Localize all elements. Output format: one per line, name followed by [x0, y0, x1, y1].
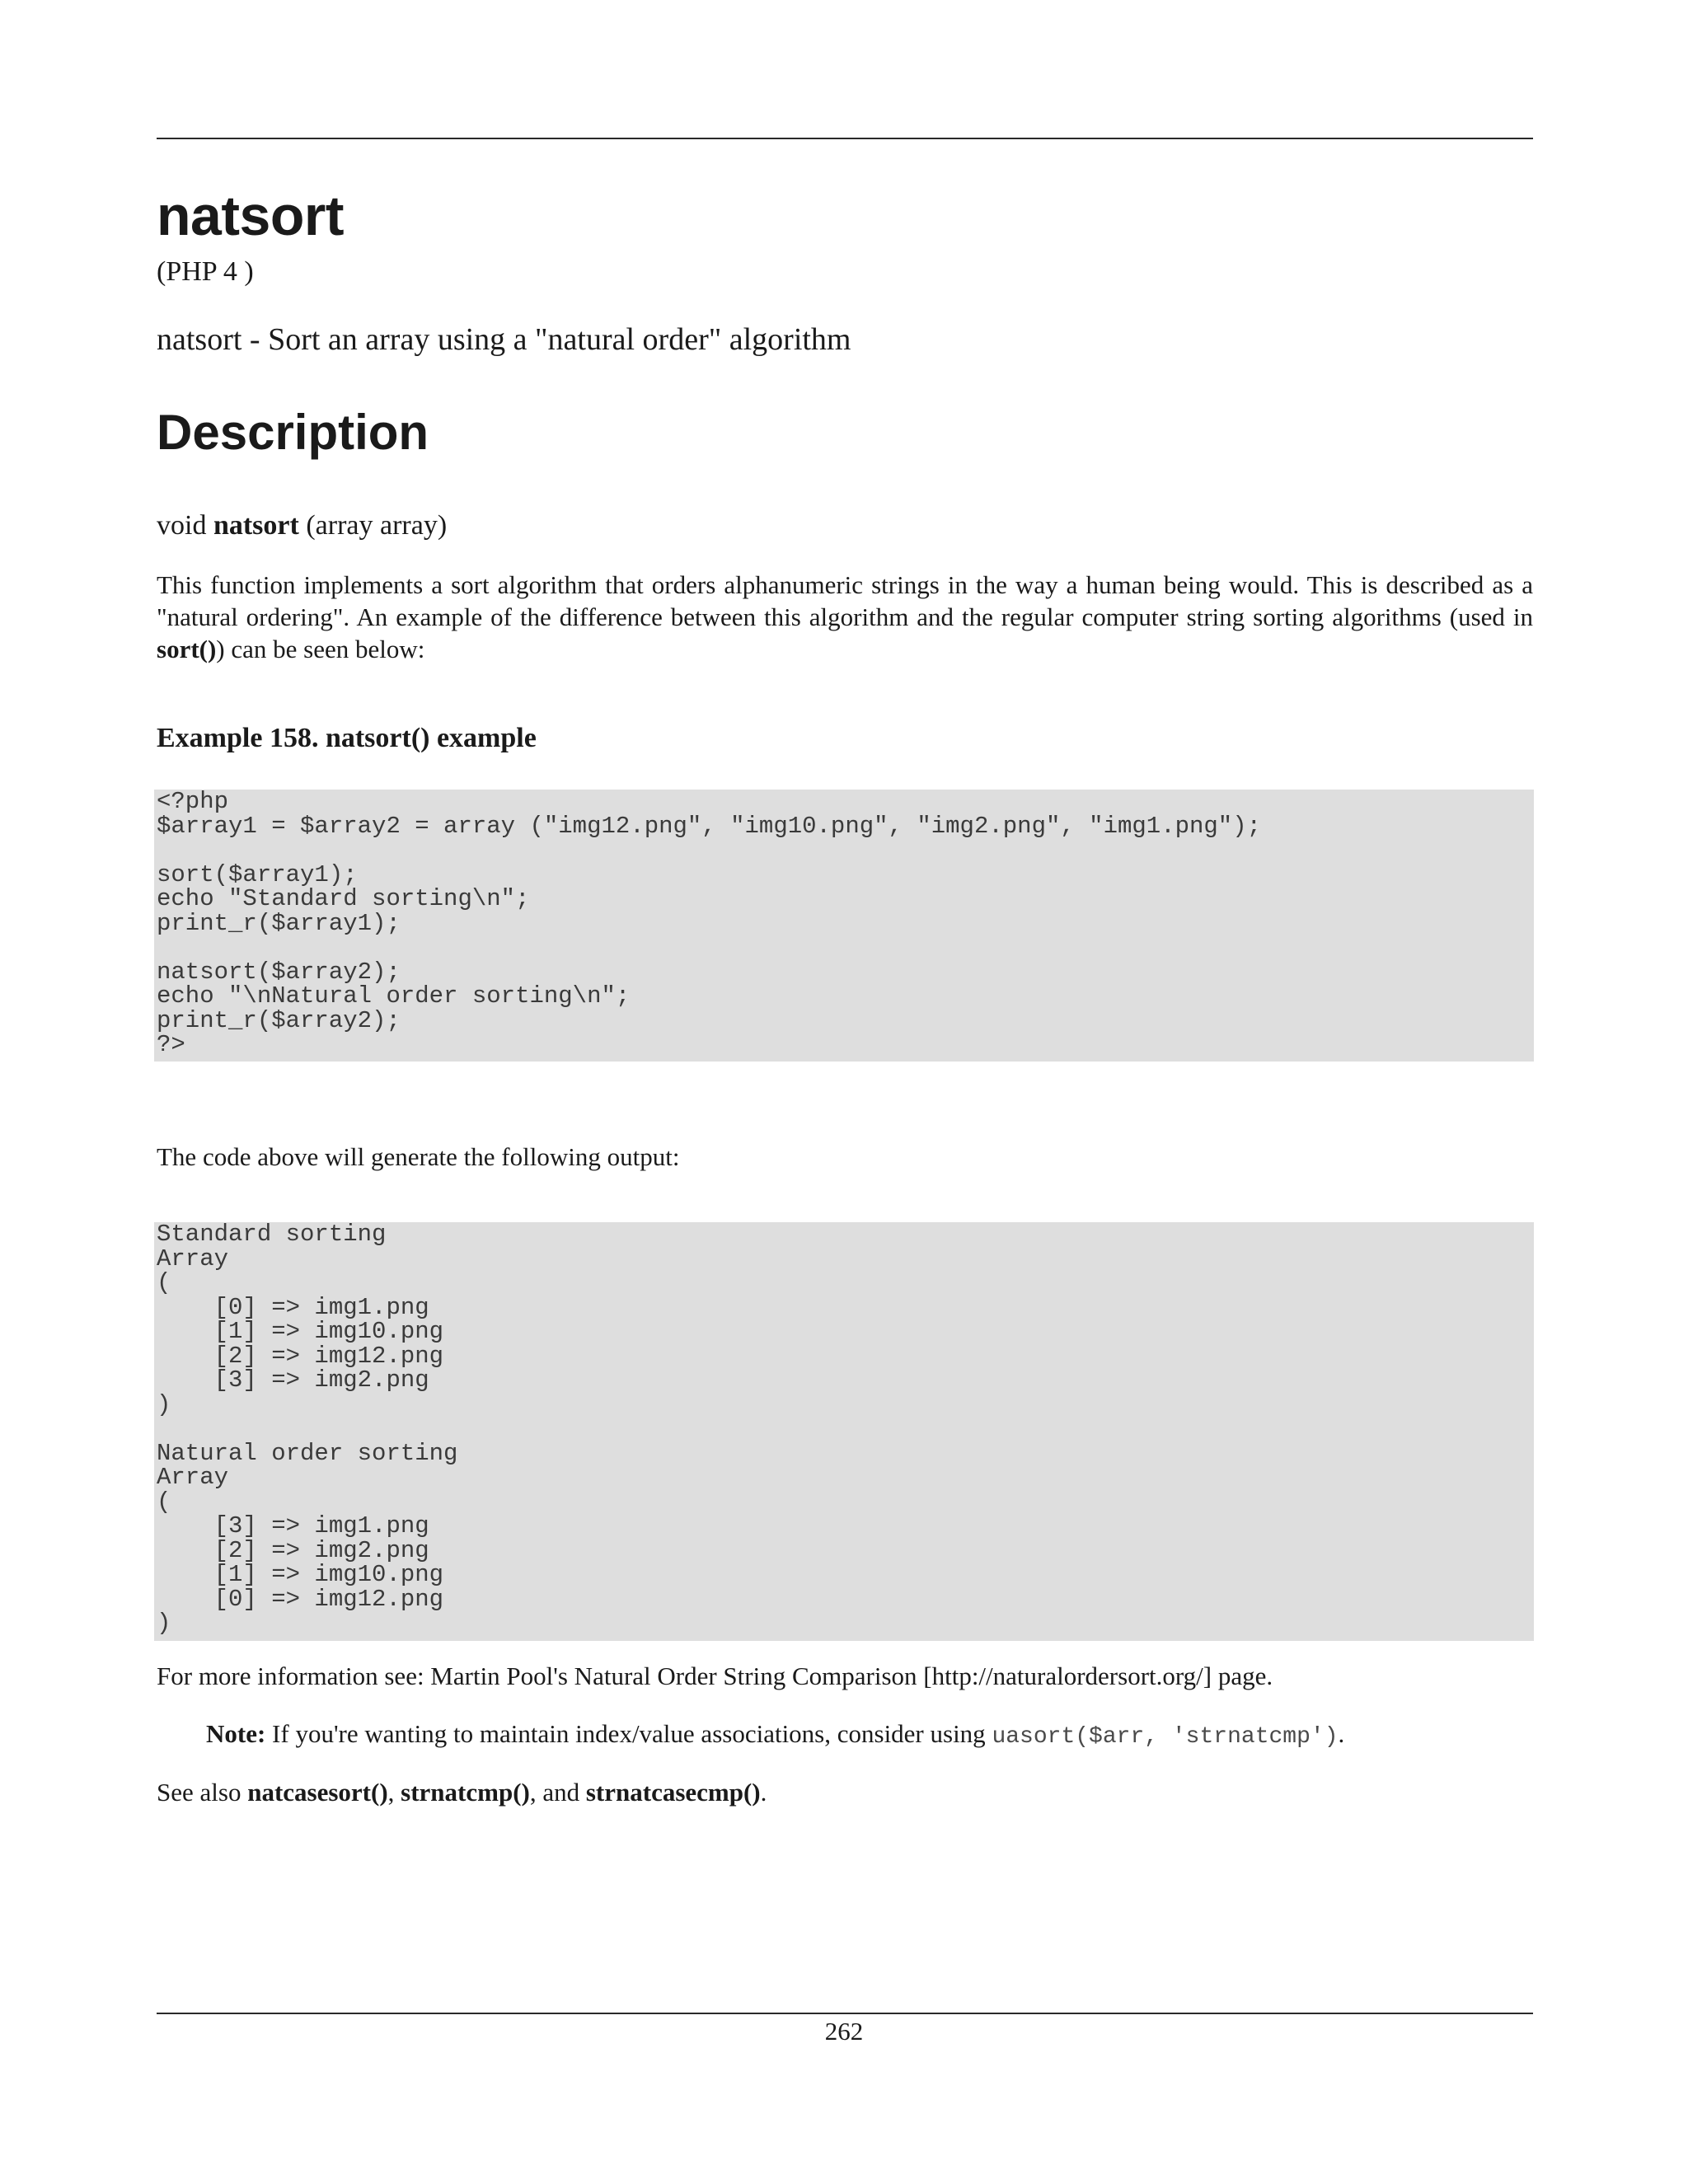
see-also-sep: , and — [529, 1778, 586, 1807]
more-info-text: For more information see: Martin Pool's Natural Order String Comparison [http://naturalordersort.org/] page. — [157, 1661, 1273, 1690]
sort-function-ref: sort() — [157, 635, 217, 663]
description-text-end: ) can be seen below: — [216, 635, 425, 663]
function-purpose: natsort - Sort an array using a "natural order" algorithm — [157, 322, 851, 357]
see-also-natcasesort: natcasesort() — [247, 1778, 388, 1807]
see-also-prefix: See also — [157, 1778, 248, 1807]
signature-return-type: void — [157, 510, 213, 541]
description-paragraph — [157, 569, 1533, 665]
output-code-block — [154, 1222, 1534, 1641]
see-also-end: . — [760, 1778, 767, 1807]
note-end: . — [1338, 1719, 1345, 1748]
signature-params: (array array) — [298, 510, 448, 541]
function-signature — [157, 509, 447, 543]
section-heading: Description — [157, 405, 429, 460]
output-code: Standard sorting Array ( [0] => img1.png [1] => img10.png [2] => img12.png [3] => img2.png ) Natural order sorting Array ( [3] => img1.png [2] => img2.png [1] => img10.png [0] => img12.png ) — [157, 1221, 458, 1637]
page-title: natsort — [157, 185, 344, 247]
see-also — [157, 1777, 767, 1807]
see-also-sep: , — [387, 1778, 401, 1807]
version-info: (PHP 4 ) — [157, 256, 254, 287]
example-title: Example 158. natsort() example — [157, 723, 537, 753]
see-also-strnatcasecmp: strnatcasecmp() — [585, 1778, 761, 1807]
page-number: 262 — [824, 2017, 864, 2046]
footer-rule — [157, 2013, 1533, 2014]
signature-function-name: natsort — [213, 510, 299, 541]
note-text: If you're wanting to maintain index/value associations, consider using — [265, 1719, 992, 1748]
output-intro: The code above will generate the following output: — [157, 1142, 680, 1171]
example-code-block — [154, 790, 1534, 1062]
see-also-strnatcmp: strnatcmp() — [401, 1778, 530, 1807]
description-text: This function implements a sort algorithm that orders alphanumeric strings in the way a human being would. This is described as a "natural ordering". An example of the difference between this algorithm and the regular computer string sorting algorithms (used in — [157, 570, 1533, 631]
header-rule — [157, 138, 1533, 139]
note — [206, 1718, 1344, 1751]
example-code: <?php $array1 = $array2 = array ("img12.png", "img10.png", "img2.png", "img1.png"); sort($array1); echo "Standard sorting\n"; print_r($array1); natsort($array2); echo "\nNatural order sorting\n"; print_r($array2); ?> — [157, 788, 1262, 1058]
note-code: uasort($arr, 'strnatcmp') — [992, 1724, 1339, 1750]
note-label: Note: — [206, 1719, 266, 1748]
